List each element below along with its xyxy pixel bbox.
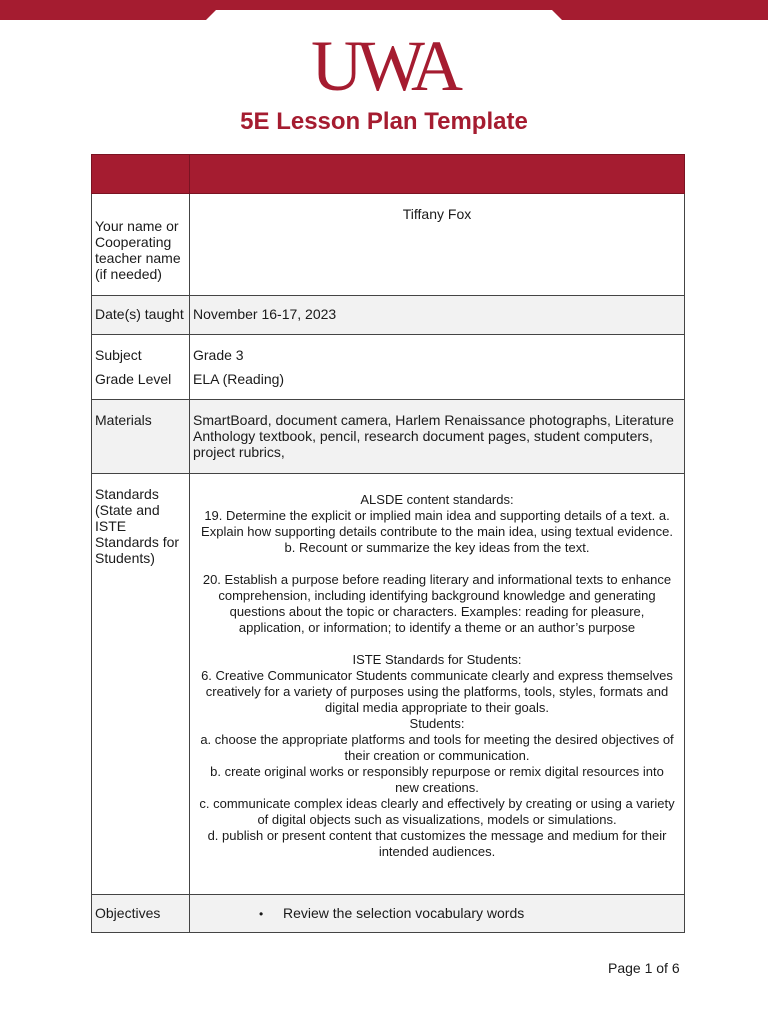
standard-20-line: comprehension, including identifying background knowledge and generating xyxy=(218,588,656,603)
standards-label-line: Standards xyxy=(95,486,159,502)
standard-20-line: 20. Establish a purpose before reading literary and informational texts to enhance xyxy=(202,572,672,587)
header-cell-label xyxy=(92,155,190,194)
teacher-name: Tiffany Fox xyxy=(402,206,472,222)
iste-line: their creation or communication. xyxy=(344,748,530,763)
iste-line: 6. Creative Communicator Students communicate clearly and express themselves xyxy=(201,668,673,683)
name-label xyxy=(92,194,190,296)
standards-label-cell xyxy=(92,474,190,895)
standards-label-line: ISTE xyxy=(95,518,127,534)
standard-19-line: 19. Determine the explicit or implied main idea and supporting details of a text. a. xyxy=(204,508,670,523)
objectives-label-cell xyxy=(92,895,190,933)
name-value-cell xyxy=(190,194,685,296)
logo-text: UWA xyxy=(311,30,457,96)
materials-label: Materials xyxy=(95,412,152,428)
materials-value-cell xyxy=(190,400,685,474)
document-title: 5E Lesson Plan Template xyxy=(240,108,528,135)
page-number: Page 1 of 6 xyxy=(608,960,680,976)
standard-20-line: application, or information; to identify a theme or an author’s purpose xyxy=(238,620,636,635)
objectives-label: Objectives xyxy=(95,905,161,921)
iste-line: Students: xyxy=(409,716,465,731)
standards-value-cell xyxy=(190,474,685,895)
subject-label: Subject xyxy=(95,347,142,363)
subject-value: Grade 3 xyxy=(193,347,244,363)
date-value: November 16-17, 2023 xyxy=(193,306,337,322)
row-objectives xyxy=(92,895,685,933)
name-label-line: (if needed) xyxy=(95,266,162,282)
iste-line: d. publish or present content that customizes the message and medium for their xyxy=(207,828,667,843)
row-subject xyxy=(92,335,685,400)
alsde-heading: ALSDE content standards: xyxy=(360,492,514,507)
top-banner xyxy=(0,0,768,20)
list-item xyxy=(193,905,681,922)
date-label: Date(s) taught xyxy=(95,306,184,322)
iste-line: new creations. xyxy=(395,780,479,795)
header-cell-value xyxy=(190,155,685,194)
objective-text: Review the selection vocabulary words xyxy=(283,905,525,921)
standard-19-line: b. Recount or summarize the key ideas from the text. xyxy=(284,540,590,555)
materials-line: Anthology textbook, pencil, research document pages, student computers, xyxy=(193,428,653,444)
grade-level-label: Grade Level xyxy=(95,371,172,387)
standard-19-line: Explain how supporting details contribute to the main idea, using textual evidence. xyxy=(201,524,673,539)
subject-value-cell xyxy=(190,335,685,400)
name-label-line: teacher name xyxy=(95,250,181,266)
table-header-row xyxy=(92,155,685,194)
date-label-cell xyxy=(92,296,190,335)
subject-label-cell xyxy=(92,335,190,400)
lesson-plan-table xyxy=(91,154,685,933)
iste-heading: ISTE Standards for Students: xyxy=(352,652,522,667)
standards-label-line: (State and xyxy=(95,502,160,518)
iste-line: intended audiences. xyxy=(378,844,496,859)
materials-label-cell xyxy=(92,400,190,474)
standards-label-line: Standards for xyxy=(95,534,180,550)
iste-line: b. create original works or responsibly repurpose or remix digital resources into xyxy=(210,764,664,779)
grade-level-value: ELA (Reading) xyxy=(193,371,285,387)
iste-line: c. communicate complex ideas clearly and effectively by creating or using a variety xyxy=(199,796,675,811)
bullet-icon: • xyxy=(259,907,264,921)
date-value-cell xyxy=(190,296,685,335)
standards-label-line: Students) xyxy=(95,550,155,566)
materials-line: SmartBoard, document camera, Harlem Renaissance photographs, Literature xyxy=(193,412,674,428)
row-standards xyxy=(92,474,685,895)
materials-line: project rubrics, xyxy=(193,444,285,460)
standard-20-line: questions about the topic or characters. Examples: reading for pleasure, xyxy=(229,604,645,619)
row-materials xyxy=(92,400,685,474)
row-name xyxy=(92,194,685,296)
iste-line: creatively for a variety of purposes using the platforms, tools, styles, formats and xyxy=(205,684,669,699)
iste-line: digital media appropriate to their goals. xyxy=(324,700,550,715)
iste-line: a. choose the appropriate platforms and tools for meeting the desired objectives of xyxy=(200,732,674,747)
uwa-logo xyxy=(290,30,478,96)
row-date xyxy=(92,296,685,335)
name-label-line: Cooperating xyxy=(95,234,172,250)
name-label-line: Your name or xyxy=(95,218,179,234)
objectives-value-cell xyxy=(190,895,685,933)
iste-line: of digital objects such as visualizations, models or simulations. xyxy=(257,812,617,827)
